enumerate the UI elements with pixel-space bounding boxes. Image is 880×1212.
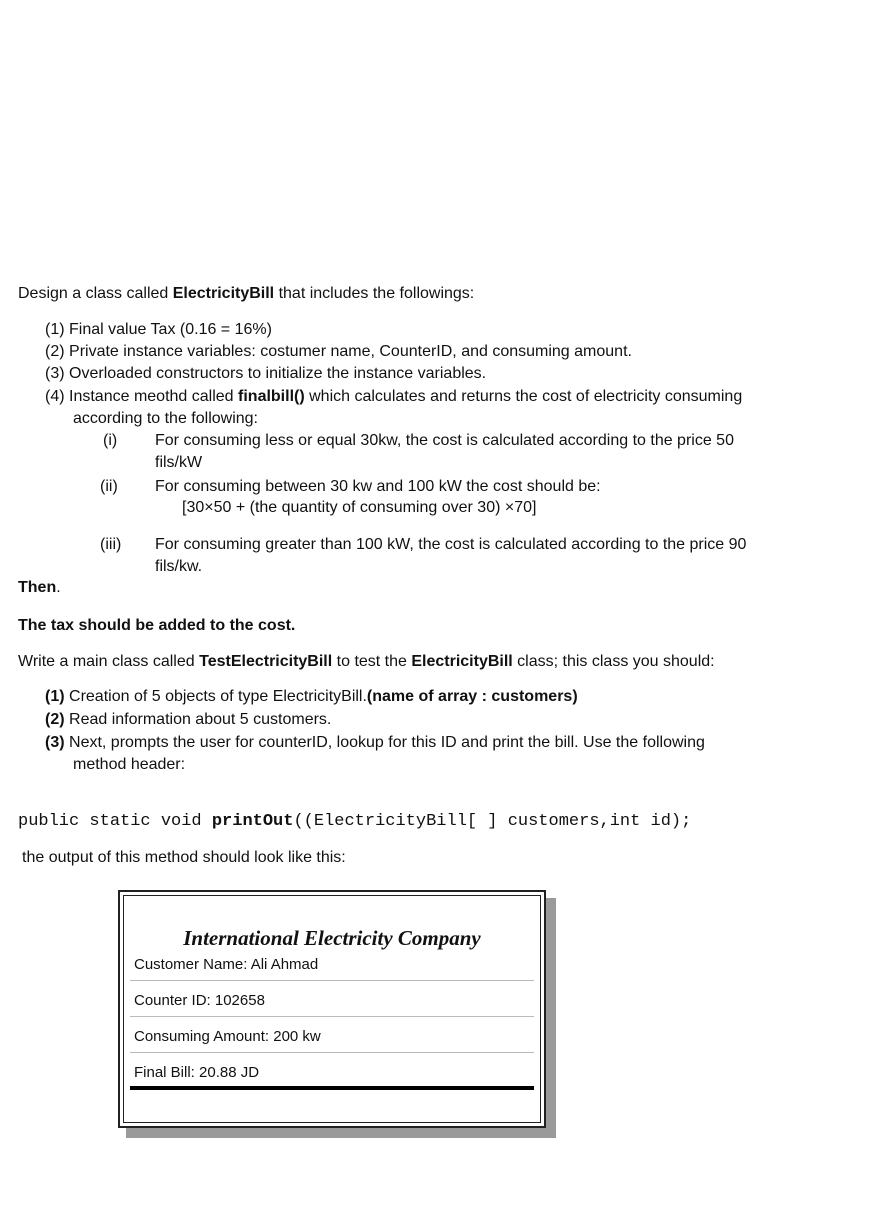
class-name: ElectricityBill [411,653,513,670]
bill-box [118,890,546,1128]
item-text: Creation of 5 objects of type ElectricityBill. [69,688,367,705]
sub-item-ii-text: For consuming between 30 kw and 100 kW the cost should be: [155,478,601,495]
code-params: ((ElectricityBill[ ] customers,int id); [293,812,692,831]
item-text: Private instance variables: costumer name, CounterID, and consuming amount. [69,343,632,360]
tax-note: The tax should be added to the cost. [18,617,296,634]
requirement-item-4 [45,387,742,407]
item-number: (2) [45,343,65,360]
code-method-name: printOut [211,812,294,831]
class-name: ElectricityBill [172,285,275,302]
requirement-item-2 [45,342,632,362]
item-number: (3) [45,734,65,751]
bill-inner-border [123,895,541,1123]
bill-consuming-amount: Consuming Amount: 200 kw [134,1028,321,1045]
bill-divider [130,980,534,981]
bill-final-amount: Final Bill: 20.88 JD [134,1064,260,1081]
output-note: the output of this method should look like this: [22,849,346,866]
method-name: finalbill() [238,388,305,405]
item-text: Read information about 5 customers. [69,711,332,728]
bill-divider [130,1052,534,1053]
main-intro [18,652,715,672]
requirement-item-4-continuation: according to the following: [73,410,258,427]
then-period: . [56,579,61,596]
item-number: (1) [45,688,65,705]
sub-item-number-iii: (iii) [100,536,122,553]
intro-text-end: that includes the followings: [274,285,475,302]
sub-item-iii-text-cont: fils/kw. [155,558,203,575]
item-number: (4) [45,388,65,405]
sub-item-ii-formula: [30×50 + (the quantity of consuming over 30) ×70] [182,499,537,516]
sub-item-number-ii: (ii) [100,478,118,495]
sub-item-iii-text: For consuming greater than 100 kW, the cost is calculated according to the price 90 [155,536,747,553]
main-intro-mid: to test the [332,653,412,670]
main-item-3-continuation: method header: [73,756,186,773]
intro-paragraph [18,284,474,304]
bill-customer-name: Customer Name: Ali Ahmad [134,956,319,973]
then-line [18,578,61,598]
item-text: Instance meothd called [69,388,239,405]
test-class-name: TestElectricityBill [199,653,333,670]
main-item-1 [45,687,578,707]
bill-counter-id: Counter ID: 102658 [134,992,265,1009]
requirement-item-1 [45,320,272,340]
item-text: Next, prompts the user for counterID, lookup for this ID and print the bill. Use the following [69,734,705,751]
item-number: (1) [45,321,65,338]
then-word: Then [18,579,57,596]
bill-divider [130,1016,534,1017]
method-header-code [18,812,691,832]
item-number: (3) [45,365,65,382]
array-name-note: (name of array : customers) [366,688,578,705]
bill-company-title: International Electricity Company [183,926,481,950]
main-intro-text: Write a main class called [18,653,200,670]
main-item-2 [45,710,331,730]
intro-text: Design a class called [18,285,173,302]
sub-item-i-text-cont: fils/kW [155,454,203,471]
main-item-3 [45,733,705,753]
sub-item-i-text: For consuming less or equal 30kw, the cost is calculated according to the price 50 [155,432,734,449]
item-text: Final value Tax (0.16 = 16%) [69,321,272,338]
item-number: (2) [45,711,65,728]
requirement-item-3 [45,364,486,384]
code-modifiers: public static void [18,812,212,831]
main-intro-end: class; this class you should: [512,653,715,670]
item-text-end: which calculates and returns the cost of electricity consuming [304,388,743,405]
bill-thick-rule [130,1086,534,1090]
sub-item-number-i: (i) [103,432,118,449]
item-text: Overloaded constructors to initialize the instance variables. [69,365,487,382]
